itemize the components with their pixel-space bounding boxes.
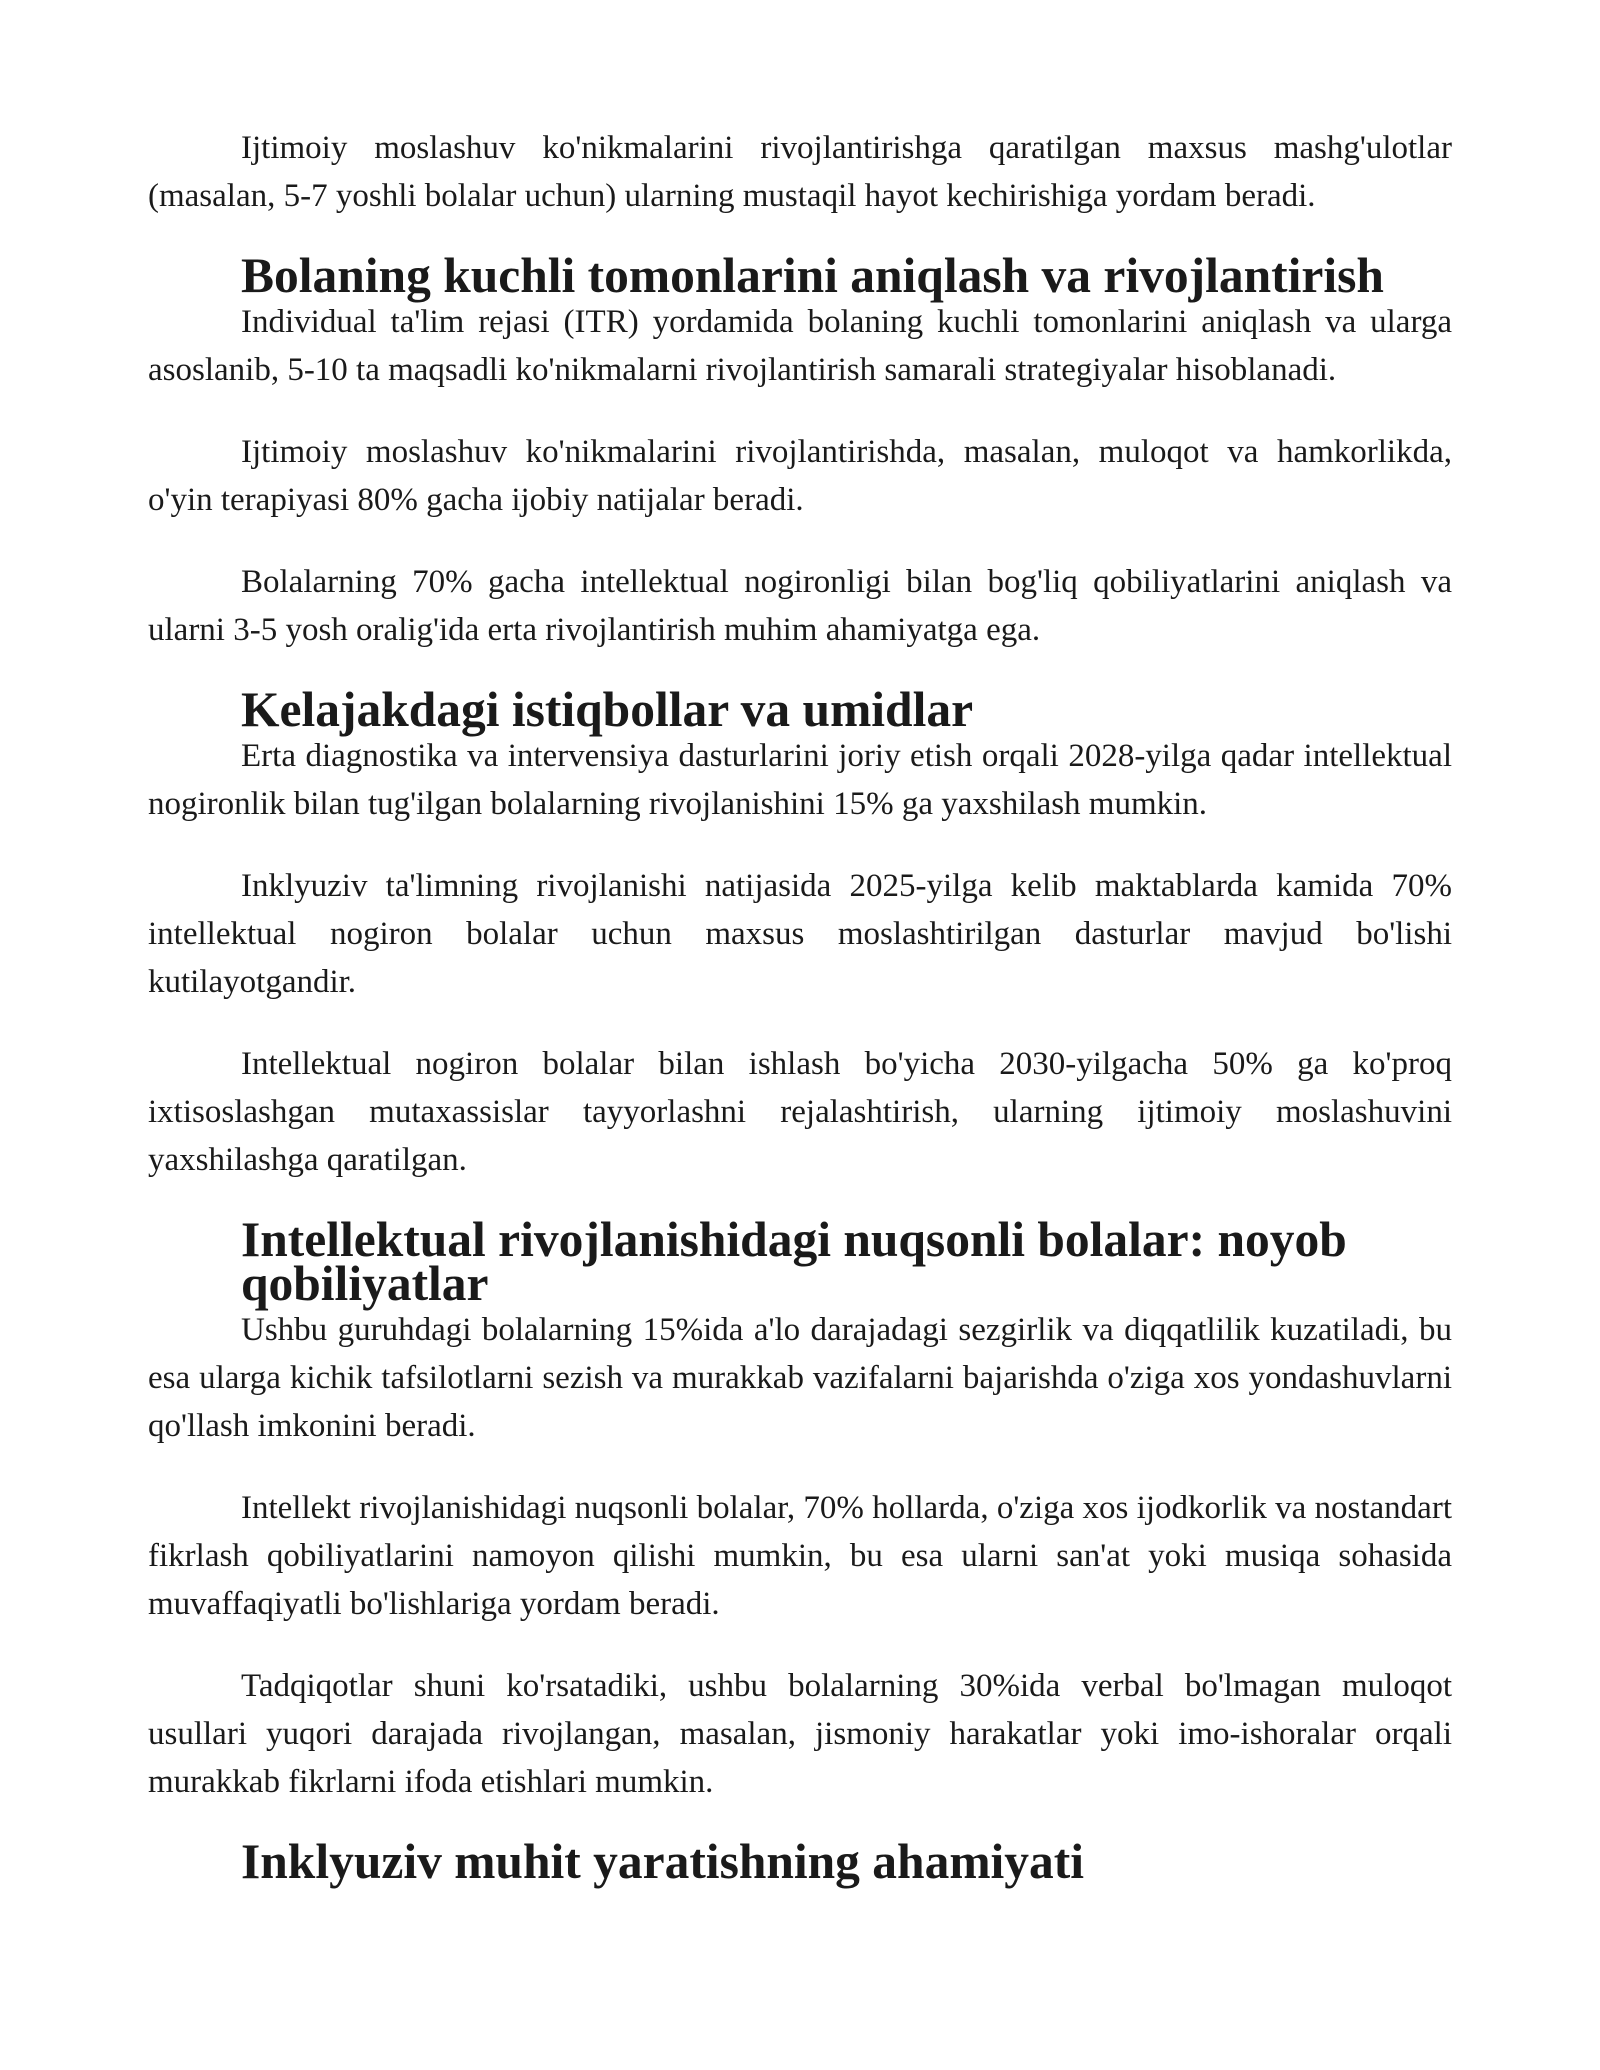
paragraph: Ijtimoiy moslashuv ko'nikmalarini rivojlantirishda, masalan, muloqot va hamkorlikda, o'yin terapiyasi 80% gacha ijobiy natijalar beradi. [148, 434, 1452, 518]
paragraph: Bolalarning 70% gacha intellektual nogironligi bilan bog'liq qobiliyatlarini aniqlash va ularni 3-5 yosh oralig'ida erta rivojlantirish muhim ahamiyatga ega. [148, 564, 1452, 648]
section-heading: Intellektual rivojlanishidagi nuqsonli bolalar: noyob qobiliyatlar [241, 1212, 1347, 1311]
section-heading: Inklyuziv muhit yaratishning ahamiyati [241, 1834, 1085, 1889]
section-heading: Bolaning kuchli tomonlarini aniqlash va rivojlantirish [241, 248, 1384, 303]
paragraph: Tadqiqotlar shuni ko'rsatadiki, ushbu bolalarning 30%ida verbal bo'lmagan muloqot usullari yuqori darajada rivojlangan, masalan, jismoniy harakatlar yoki imo-ishoralar orqali murakkab fikrlarni ifoda etishlari mumkin. [148, 1668, 1452, 1800]
paragraph: Ijtimoiy moslashuv ko'nikmalarini rivojlantirishga qaratilgan maxsus mashg'ulotlar (masalan, 5-7 yoshli bolalar uchun) ularning mustaqil hayot kechirishiga yordam beradi. [148, 130, 1452, 214]
paragraph: Intellekt rivojlanishidagi nuqsonli bolalar, 70% hollarda, o'ziga xos ijodkorlik va nostandart fikrlash qobiliyatlarini namoyon qilishi mumkin, bu esa ularni san'at yoki musiqa sohasida muvaffaqiyatli bo'lishlariga yordam beradi. [148, 1490, 1452, 1622]
section-heading: Kelajakdagi istiqbollar va umidlar [241, 682, 974, 737]
paragraph: Intellektual nogiron bolalar bilan ishlash bo'yicha 2030-yilgacha 50% ga ko'proq ixtisoslashgan mutaxassislar tayyorlashni rejalashtirish, ularning ijtimoiy moslashuvini yaxshilashga qaratilgan. [148, 1046, 1452, 1178]
paragraph: Erta diagnostika va intervensiya dasturlarini joriy etish orqali 2028-yilga qadar intellektual nogironlik bilan tug'ilgan bolalarning rivojlanishini 15% ga yaxshilash mumkin. [148, 738, 1452, 822]
paragraph: Individual ta'lim rejasi (ITR) yordamida bolaning kuchli tomonlarini aniqlash va ularga asoslanib, 5-10 ta maqsadli ko'nikmalarni rivojlantirish samarali strategiyalar hisoblanadi. [148, 304, 1452, 388]
paragraph: Ushbu guruhdagi bolalarning 15%ida a'lo darajadagi sezgirlik va diqqatlilik kuzatiladi, bu esa ularga kichik tafsilotlarni sezish va murakkab vazifalarni bajarishda o'ziga xos yondashuvlarni qo'llash imkonini beradi. [148, 1312, 1452, 1444]
paragraph: Inklyuziv ta'limning rivojlanishi natijasida 2025-yilga kelib maktablarda kamida 70% intellektual nogiron bolalar uchun maxsus moslashtirilgan dasturlar mavjud bo'lishi kutilayotgandir. [148, 868, 1452, 1000]
document-body [148, 124, 1452, 1889]
